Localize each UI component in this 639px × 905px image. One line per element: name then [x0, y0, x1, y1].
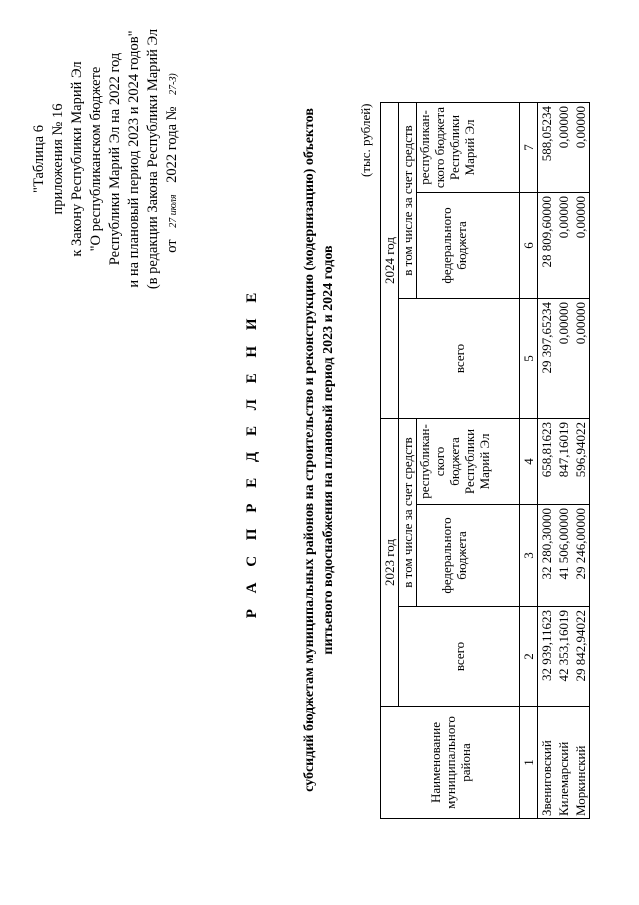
- date-prefix: от: [164, 239, 180, 253]
- column-number: 7: [520, 103, 538, 193]
- cell-republic-2023: 847,16019: [555, 419, 572, 505]
- header-line: Республики Марий Эл на 2022 год: [107, 52, 123, 266]
- year-2024-header: 2024 год: [381, 103, 399, 419]
- column-number: 3: [520, 505, 538, 607]
- table-row: [572, 103, 590, 819]
- cell-federal-2024: 0,00000: [572, 193, 590, 299]
- document-subtitle: [300, 65, 338, 835]
- republic-header: республикан-ского бюджета Республики Марий Эл: [417, 103, 520, 193]
- cell-total-2023: 32 939,11623: [538, 607, 556, 707]
- date-suffix: 2022 года №: [164, 106, 180, 183]
- document-title: Р А С П Р Е Д Е Л Е Н И Е: [244, 286, 260, 619]
- column-number: 6: [520, 193, 538, 299]
- total-header: всего: [399, 299, 520, 419]
- handwritten-law-number: 27-З): [168, 73, 179, 95]
- column-numbers-row: [520, 103, 538, 819]
- cell-federal-2024: 0,00000: [555, 193, 572, 299]
- units-label: (тыс. рублей): [358, 103, 373, 177]
- cell-federal-2024: 28 809,60000: [538, 193, 556, 299]
- header-date-line: [163, 1, 183, 317]
- table-header-row: [381, 103, 399, 819]
- header-line: и на плановый период 2023 и 2024 годов": [126, 30, 142, 288]
- column-number: 4: [520, 419, 538, 505]
- year-2023-header: 2023 год: [381, 419, 399, 707]
- total-header: всего: [399, 607, 520, 707]
- cell-republic-2023: 596,94022: [572, 419, 590, 505]
- header-line: "О республиканском бюджете: [88, 66, 104, 252]
- in-that-header: в том числе за счет средств: [399, 419, 417, 607]
- cell-total-2024: 29 397,65234: [538, 299, 556, 419]
- federal-header: федерального бюджета: [417, 193, 520, 299]
- header-line: приложения № 16: [50, 103, 66, 215]
- cell-total-2023: 42 353,16019: [555, 607, 572, 707]
- col-name-header: Наименование муниципального района: [381, 707, 520, 819]
- column-number: 1: [520, 707, 538, 819]
- handwritten-date: 27 июля: [168, 194, 179, 228]
- cell-republic-2024: 588,05234: [538, 103, 556, 193]
- republic-header: республикан-ского бюджета Республики Марий Эл: [417, 419, 520, 505]
- in-that-header: в том числе за счет средств: [399, 103, 417, 299]
- federal-header: федерального бюджета: [417, 505, 520, 607]
- subtitle-line: субсидий бюджетам муниципальных районов на строительство и реконструкцию (модернизацию) объектов: [302, 108, 317, 792]
- header-line: к Закону Республики Марий Эл: [69, 61, 85, 257]
- subtitle-line: питьевого водоснабжения на плановый период 2023 и 2024 годов: [321, 245, 336, 655]
- cell-total-2024: 0,00000: [555, 299, 572, 419]
- table-row: [555, 103, 572, 819]
- cell-total-2023: 29 842,94022: [572, 607, 590, 707]
- header-line: "Таблица 6: [31, 125, 47, 193]
- table-row: [538, 103, 556, 819]
- cell-federal-2023: 32 280,30000: [538, 505, 556, 607]
- subsidy-table: [380, 102, 590, 819]
- cell-total-2024: 0,00000: [572, 299, 590, 419]
- cell-republic-2024: 0,00000: [555, 103, 572, 193]
- column-number: 2: [520, 607, 538, 707]
- cell-republic-2024: 0,00000: [572, 103, 590, 193]
- cell-republic-2023: 658,81623: [538, 419, 556, 505]
- cell-federal-2023: 29 246,00000: [572, 505, 590, 607]
- column-number: 5: [520, 299, 538, 419]
- district-name: Килемарский: [555, 707, 572, 819]
- district-name: Звениговский: [538, 707, 556, 819]
- cell-federal-2023: 41 506,00000: [555, 505, 572, 607]
- district-name: Моркинский: [572, 707, 590, 819]
- header-line: (в редакции Закона Республики Марий Эл: [145, 28, 161, 290]
- document-header: [30, 1, 183, 317]
